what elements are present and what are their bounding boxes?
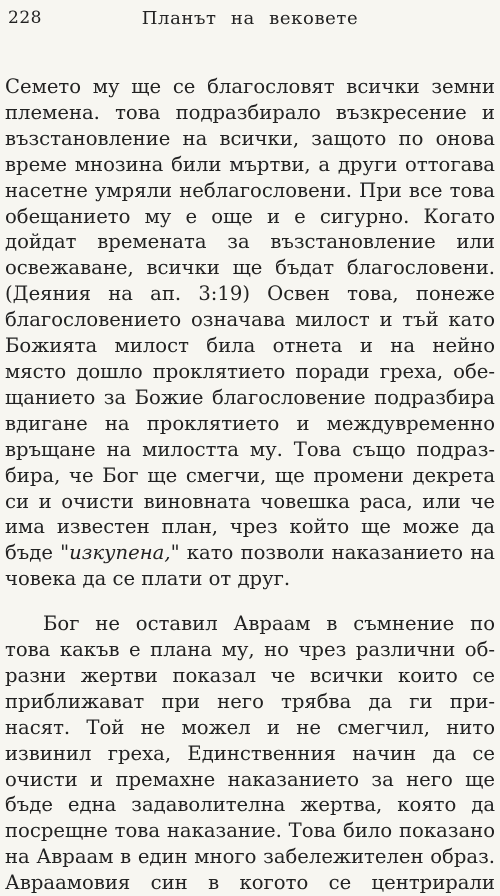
body-text: [5, 74, 495, 896]
text-line: дойдат времената за възстановление или: [5, 230, 495, 254]
text-line: това какъв е плана му, но чрез различни об-: [5, 638, 495, 662]
text-line: посрещне това наказание. Това било показано: [5, 819, 495, 843]
text-line: обещанието му е още и е сигурно. Когато: [5, 204, 495, 228]
text-line: Семето му ще се благословят всички земни: [5, 75, 495, 98]
text-line: връщане на милостта му. Това също подраз-: [5, 437, 495, 461]
text-fragment: бъде ": [5, 541, 70, 565]
text-line: извинил греха, Единственния начин да се: [5, 741, 495, 765]
text-line: Божията милост била отнета и на нейно: [5, 334, 495, 358]
page-number: 228: [8, 8, 42, 28]
running-title: Планът на вековете: [141, 8, 359, 29]
text-line: човека да се плати от друг.: [5, 567, 291, 591]
text-line: племена. това подразбирало възкресение и: [5, 100, 495, 124]
emphasized-word: изкупена,: [69, 541, 171, 565]
text-line: място дошло проклятието поради греха, обе-: [5, 359, 495, 383]
text-line: си и очисти виновната човешка раса, или че: [5, 489, 495, 513]
text-line: насят. Той не можел и не смегчил, нито: [5, 715, 495, 739]
text-line: щанието за Божие благословение подразбира: [5, 385, 495, 409]
text-line: Бог не оставил Авраам в съмнение по: [43, 612, 495, 636]
text-line: бира, че Бог ще смегчи, ще промени декрета: [5, 463, 495, 487]
text-line: възстановление на всички, защото по онова: [5, 126, 495, 150]
text-line: приближават при него трябва да ги при-: [5, 689, 495, 713]
text-fragment: " като позволи наказанието на: [170, 541, 495, 565]
text-line: на Авраам в един много забележителен образ.: [5, 845, 495, 869]
text-line-with-emphasis: [5, 540, 495, 566]
text-line: очисти и премахне наказанието за него ще: [5, 767, 495, 791]
text-line: освежаване, всички ще бъдат благословени.: [5, 256, 495, 280]
text-line: (Деяния на ап. 3:19) Освен това, понеже: [5, 282, 495, 306]
text-line: време мнозина били мъртви, а други оттогава: [5, 152, 495, 176]
text-line: насетне умряли неблагословени. При все това: [5, 178, 495, 202]
text-line: вдигане на проклятието и междувременно: [5, 411, 495, 435]
text-line: разни жертви показал че всички които се: [5, 663, 495, 687]
page-header: [0, 8, 500, 32]
paragraph-2: [5, 611, 495, 896]
text-line: бъде една задаволителна жертва, която да: [5, 793, 495, 817]
paragraph-1: [5, 74, 495, 592]
text-line: благословението означава милост и тъй като: [5, 308, 495, 332]
text-line: Авраамовия син в когото се центрирали: [5, 871, 495, 895]
text-line: има известен план, чрез който ще може да: [5, 515, 495, 539]
paragraph-gap: [5, 592, 495, 611]
